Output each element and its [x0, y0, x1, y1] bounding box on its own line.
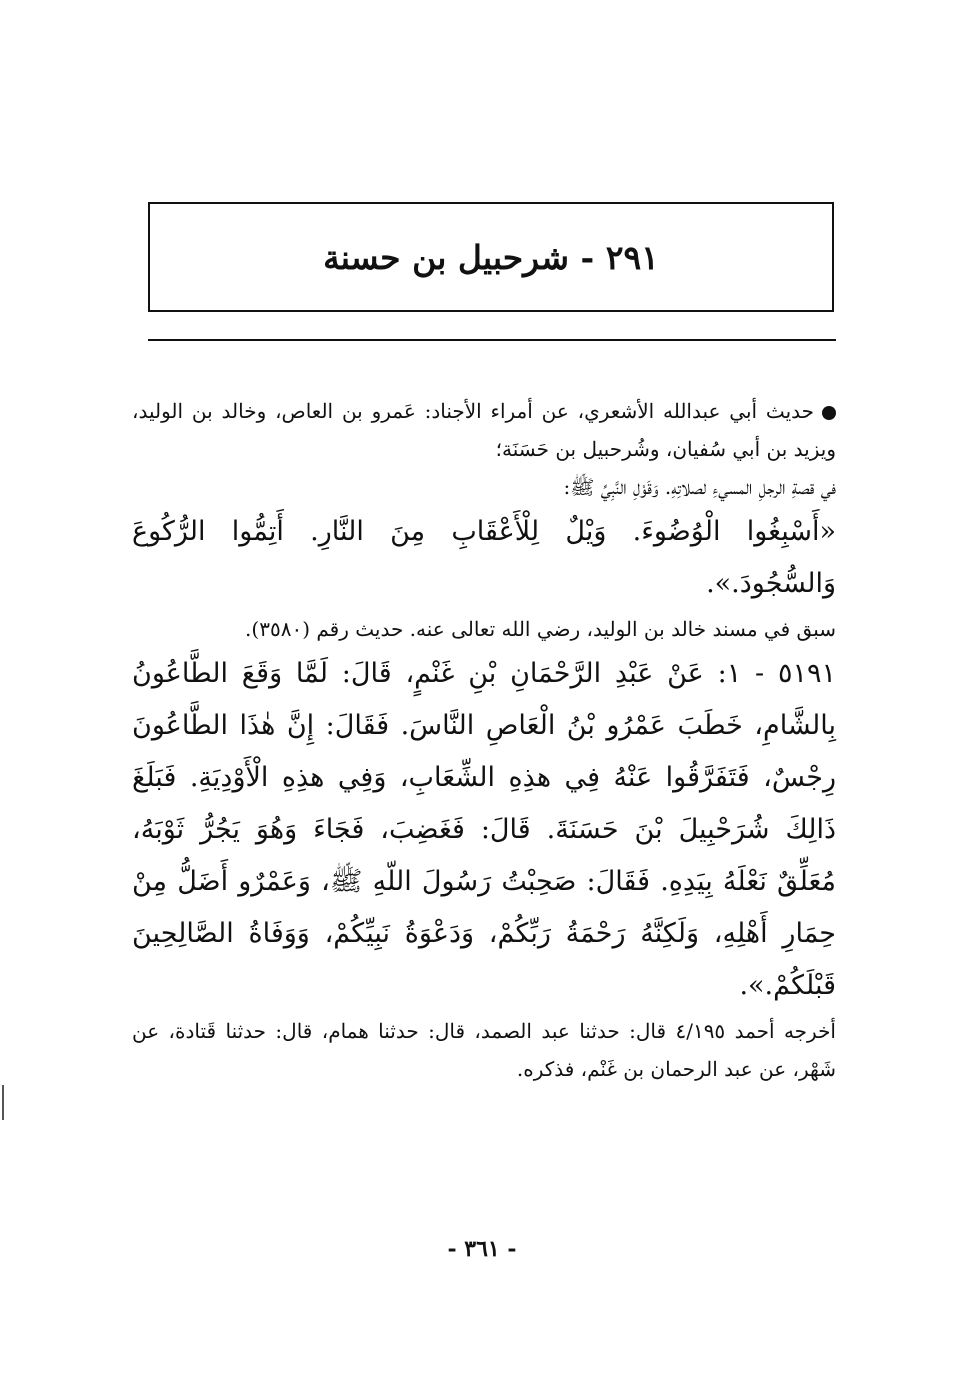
chapter-title-box [148, 202, 834, 312]
scan-edge-mark [2, 1085, 4, 1120]
context-paragraph: في قصةِ الرجلِ المسيءِ لصلاتِهِ. وَقَوْلِ النَّبِيِّ ﷺ: [563, 475, 836, 499]
reference-paragraph: سبق في مسند خالد بن الوليد، رضي الله تعالى عنه. حديث رقم (٣٥٨٠). [245, 617, 836, 641]
bullet-icon [822, 406, 836, 420]
quote-paragraph: «أَسْبِغُوا الْوُضُوءَ. وَيْلٌ لِلْأَعْقَابِ مِنَ النَّارِ. أَتِمُّوا الرُّكُوعَ وَالسُّجُودَ.». [132, 516, 836, 599]
intro-text: حديث أبي عبدالله الأشعري، عن أمراء الأجناد: عَمرو بن العاص، وخالد بن الوليد، ويزيد بن أبي سُفيان، وشُرحبيل بن حَسَنَة؛ [132, 399, 836, 461]
title-divider [148, 339, 836, 341]
takhrij-paragraph: أخرجه أحمد ٤/١٩٥ قال: حدثنا عبد الصمد، قال: حدثنا همام، قال: حدثنا قَتادة، عن شَهْر، عن عبد الرحمان بن غَنْم، فذكره. [132, 1019, 836, 1081]
hadith-paragraph: ٥١٩١ - ١: عَنْ عَبْدِ الرَّحْمَانِ بْنِ غَنْمٍ، قَالَ: لَمَّا وَقَعَ الطَّاعُونُ بِالشَّامِ، خَطَبَ عَمْرُو بْنُ الْعَاصِ النَّاسَ. فَقَالَ: إِنَّ هٰذَا الطَّاعُونَ رِجْسٌ، فَتَفَرَّقُوا عَنْهُ فِي هذِهِ الشِّعَابِ، وَفِي هذِهِ الْأَوْدِيَةِ. فَبَلَغَ ذَالِكَ شُرَحْبِيلَ بْنَ حَسَنَةَ. قَالَ: فَغَضِبَ، فَجَاءَ وَهُوَ يَجُرُّ ثَوْبَهُ، مُعَلِّقٌ نَعْلَهُ بِيَدِهِ. فَقَالَ: صَحِبْتُ رَسُولَ اللّهِ ﷺ، وَعَمْرٌو أَضَلُّ مِنْ حِمَارِ أَهْلِهِ، وَلَكِنَّهُ رَحْمَةُ رَبِّكُمْ، وَدَعْوَةُ نَبِيِّكُمْ، وَوَفَاةُ الصَّالِحِينَ قَبْلَكُمْ.». [132, 658, 836, 1001]
chapter-title: ٢٩١ - شرحبيل بن حسنة [323, 237, 659, 277]
page-content [132, 392, 836, 1088]
intro-paragraph [132, 392, 836, 468]
page-number: - ٣٦١ - [447, 1236, 517, 1262]
